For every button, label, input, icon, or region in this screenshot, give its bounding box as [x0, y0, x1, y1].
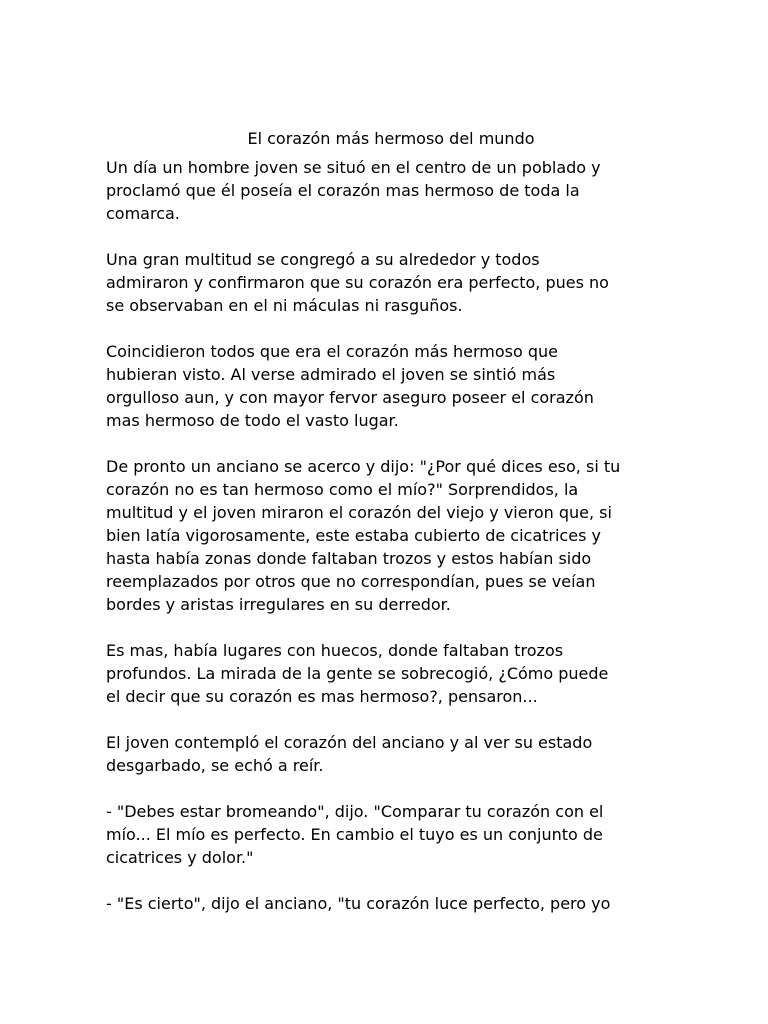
text-line: - "Debes estar bromeando", dijo. "Comparar tu corazón con el: [106, 802, 604, 821]
text-line: bien latía vigorosamente, este estaba cubierto de cicatrices y: [106, 526, 601, 545]
text-line: cicatrices y dolor.": [106, 848, 254, 867]
document-body: [106, 156, 676, 915]
text-line: mío... El mío es perfecto. En cambio el tuyo es un conjunto de: [106, 825, 603, 844]
text-line: El joven contempló el corazón del anciano y al ver su estado: [106, 733, 593, 752]
paragraph: [106, 731, 676, 777]
text-line: se observaban en el ni máculas ni rasguños.: [106, 296, 463, 315]
paragraph: [106, 639, 676, 708]
text-line: corazón no es tan hermoso como el mío?" Sorprendidos, la: [106, 480, 579, 499]
text-line: mas hermoso de todo el vasto lugar.: [106, 411, 399, 430]
text-line: multitud y el joven miraron el corazón del viejo y vieron que, si: [106, 503, 612, 522]
text-line: orgulloso aun, y con mayor fervor aseguro poseer el corazón: [106, 388, 594, 407]
text-line: hasta había zonas donde faltaban trozos y estos habían sido: [106, 549, 592, 568]
text-line: desgarbado, se echó a reír.: [106, 756, 324, 775]
text-line: Coincidieron todos que era el corazón más hermoso que: [106, 342, 559, 361]
document-page: [106, 127, 676, 938]
text-line: Un día un hombre joven se situó en el centro de un poblado y: [106, 158, 601, 177]
document-title: El corazón más hermoso del mundo: [247, 129, 535, 148]
text-line: profundos. La mirada de la gente se sobrecogió, ¿Cómo puede: [106, 664, 609, 683]
text-line: Es mas, había lugares con huecos, donde faltaban trozos: [106, 641, 564, 660]
text-line: Una gran multitud se congregó a su alrededor y todos: [106, 250, 540, 269]
text-line: - "Es cierto", dijo el anciano, "tu corazón luce perfecto, pero yo: [106, 894, 611, 913]
text-line: reemplazados por otros que no correspondían, pues se veían: [106, 572, 596, 591]
text-line: el decir que su corazón es mas hermoso?, pensaron...: [106, 687, 538, 706]
paragraph: [106, 156, 676, 225]
paragraph: [106, 892, 676, 915]
paragraph: [106, 340, 676, 432]
text-line: comarca.: [106, 204, 180, 223]
paragraph: [106, 800, 676, 869]
text-line: admiraron y confirmaron que su corazón era perfecto, pues no: [106, 273, 609, 292]
text-line: De pronto un anciano se acerco y dijo: "¿Por qué dices eso, si tu: [106, 457, 621, 476]
text-line: proclamó que él poseía el corazón mas hermoso de toda la: [106, 181, 580, 200]
paragraph: [106, 455, 676, 616]
text-line: hubieran visto. Al verse admirado el joven se sintió más: [106, 365, 556, 384]
paragraph: [106, 248, 676, 317]
text-line: bordes y aristas irregulares en su derredor.: [106, 595, 451, 614]
